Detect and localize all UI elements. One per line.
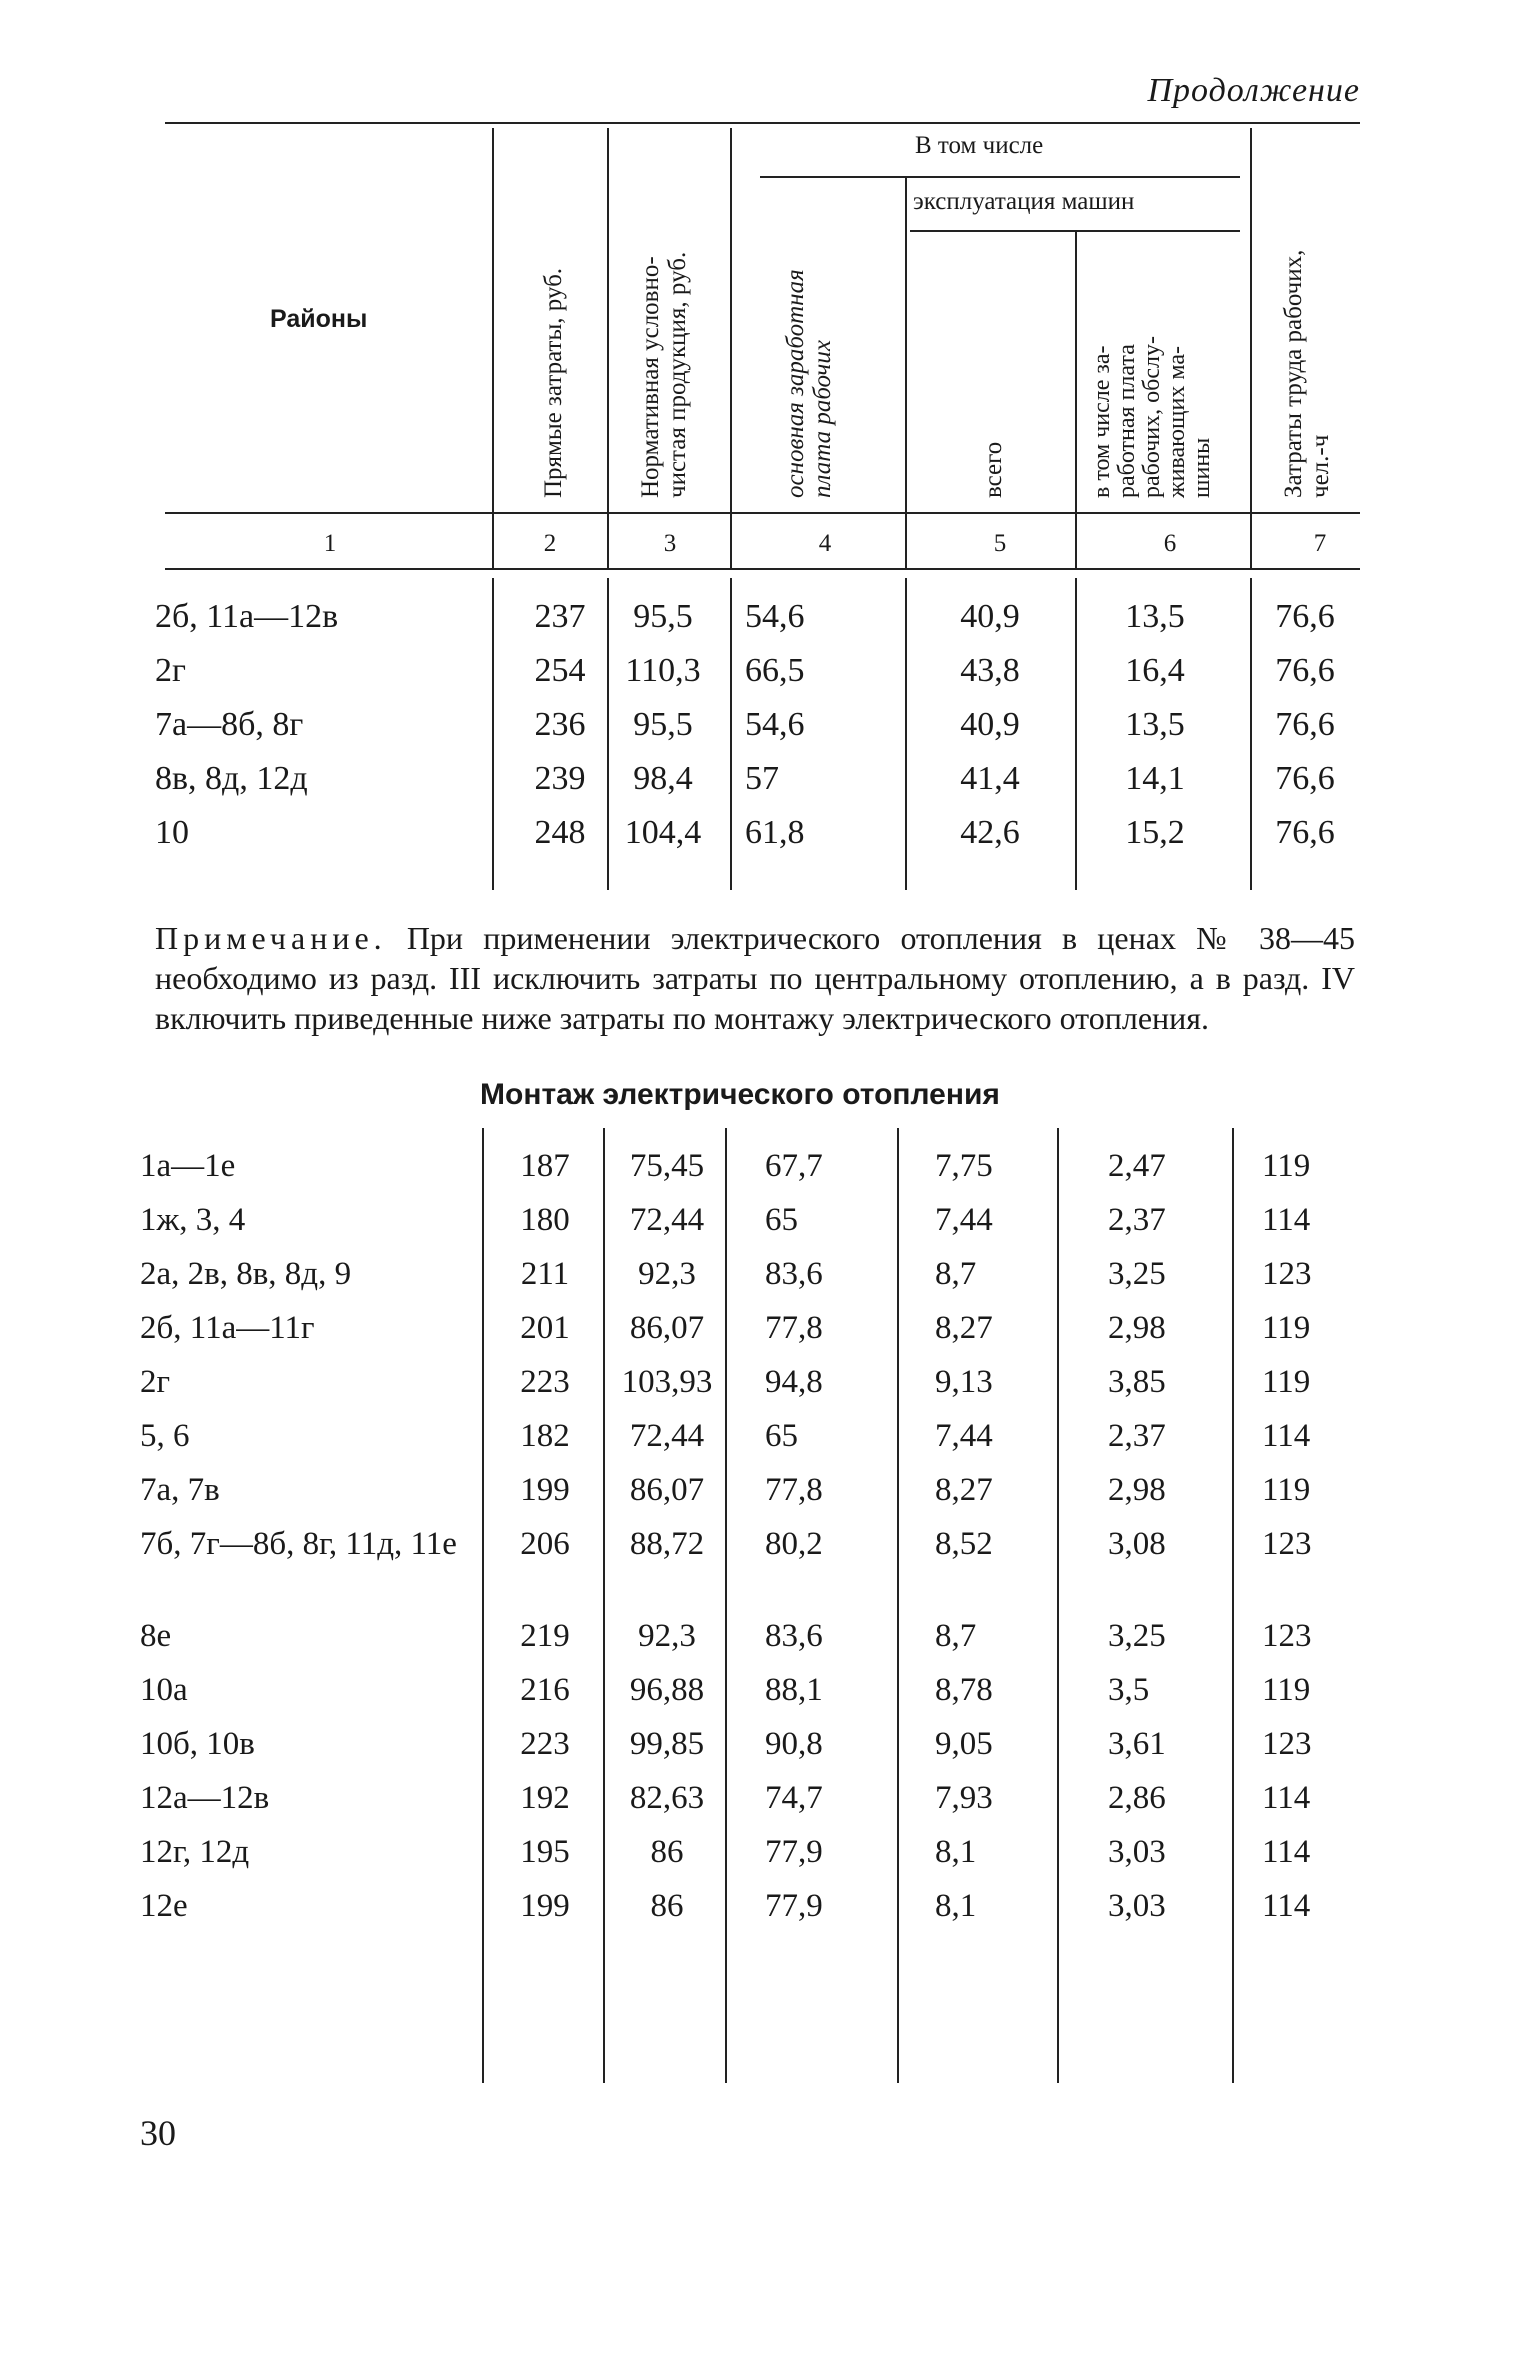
header-machine-operation: эксплуатация машин — [913, 188, 1135, 215]
numbers-bottom-rule — [165, 568, 1360, 570]
col-number: 5 — [993, 530, 1007, 557]
col-divider — [603, 1128, 605, 2083]
section-title: Монтаж электрического отопления — [480, 1078, 1000, 1111]
header-normative-net-production: Нормативная условно- чистая продукция, руб. — [637, 251, 691, 498]
col-number: 3 — [663, 530, 677, 557]
page-number: 30 — [140, 2113, 176, 2153]
top-rule — [165, 122, 1360, 124]
header-total: всего — [980, 441, 1007, 498]
col-number: 4 — [818, 530, 832, 557]
table-row: 2б, 11а—12в 237 95,5 54,6 40,9 13,5 76,6 — [155, 598, 1335, 635]
col-divider — [482, 1128, 484, 2083]
col-number: 7 — [1313, 530, 1327, 557]
machines-rule — [910, 230, 1240, 232]
header-divider — [1250, 128, 1252, 568]
header-incl-wage: в том числе за- работная плата рабочих, обслу- живающих ма- шины — [1089, 336, 1215, 498]
table-row: 7а—8б, 8г 236 95,5 54,6 40,9 13,5 76,6 — [155, 706, 1335, 743]
col-divider — [897, 1128, 899, 2083]
header-base-wage: основная заработная плата рабочих — [782, 269, 836, 498]
including-rule — [760, 176, 1240, 178]
col-number: 2 — [543, 530, 557, 557]
header-direct-costs: Прямые затраты, руб. — [540, 267, 567, 498]
col-divider — [1057, 1128, 1059, 2083]
col-number: 6 — [1163, 530, 1177, 557]
col-number: 1 — [323, 530, 337, 557]
col-divider — [725, 1128, 727, 2083]
note-paragraph — [155, 918, 1355, 1038]
table-row: 10 248 104,4 61,8 42,6 15,2 76,6 — [155, 814, 1335, 851]
note-text: При применении электрического отопления в ценах № 38—45 необходимо из разд. III исключить затраты по центральному отоплению, а в разд. IV включить приведенные ниже затраты по монтажу электрического отопления. — [155, 920, 1356, 1036]
header-regions: Районы — [270, 305, 368, 333]
header-divider — [492, 128, 494, 568]
header-divider — [607, 128, 609, 568]
col-divider — [1232, 1128, 1234, 2083]
table-row: 8в, 8д, 12д 239 98,4 57 41,4 14,1 76,6 — [155, 760, 1335, 797]
header-labor-costs: Затраты труда рабочих, чел.-ч — [1280, 249, 1334, 498]
continuation-label: Продолжение — [1147, 72, 1360, 109]
header-including: В том числе — [915, 132, 1044, 159]
header-divider — [730, 128, 732, 568]
table-row: 2г 254 110,3 66,5 43,8 16,4 76,6 — [155, 652, 1335, 689]
header-divider — [905, 178, 907, 568]
header-bottom-rule — [165, 512, 1360, 514]
note-label: Примечание. — [155, 920, 387, 956]
header-divider — [1075, 232, 1077, 568]
